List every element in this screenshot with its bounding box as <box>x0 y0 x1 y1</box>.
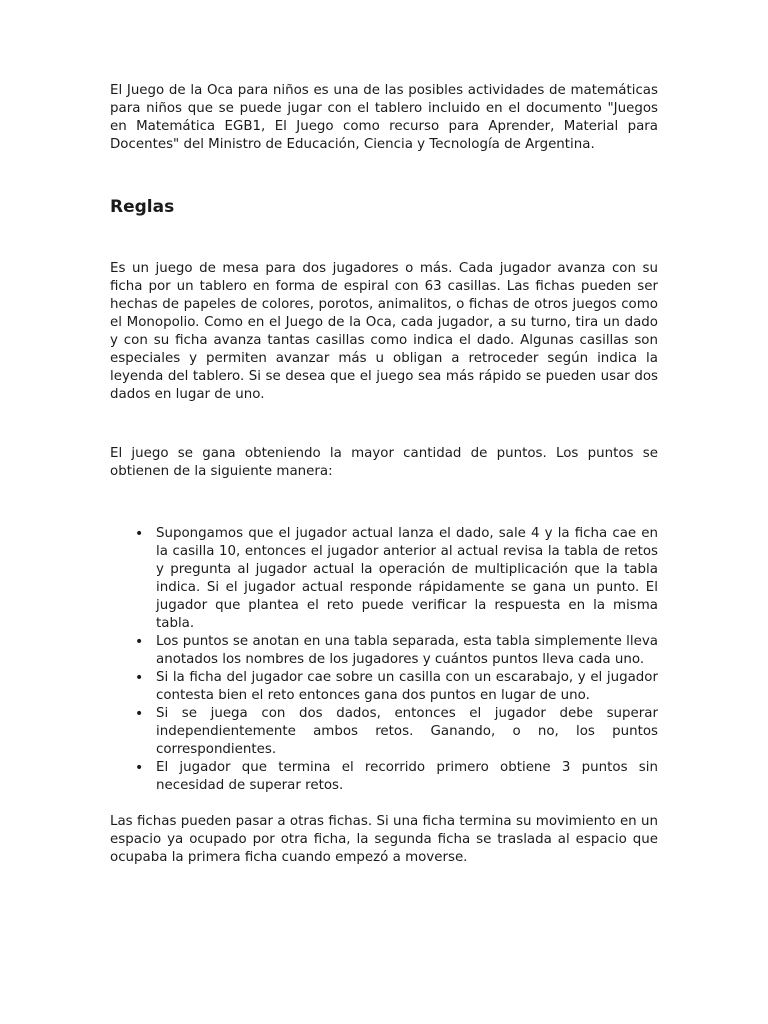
document-page <box>110 82 658 867</box>
rules-paragraph-2: El juego se gana obteniendo la mayor cantidad de puntos. Los puntos se obtienen de la siguiente manera: <box>110 446 658 479</box>
rules-paragraph-1: Es un juego de mesa para dos jugadores o más. Cada jugador avanza con su ficha por un tablero en forma de espiral con 63 casillas. Las fichas pueden ser hechas de papeles de colores, porotos, animalitos, o fichas de otros juegos como el Monopolio. Como en el Juego de la Oca, cada jugador, a su turno, tira un dado y con su ficha avanza tantas casillas como indica el dado. Algunas casillas son especiales y permiten avanzar más u obligan a retroceder según indica la leyenda del tablero. Si se desea que el juego sea más rápido se pueden usar dos dados en lugar de uno. <box>110 261 658 402</box>
list-item-text: Si se juega con dos dados, entonces el jugador debe superar independientemente ambos retos. Ganando, o no, los puntos correspondientes. <box>156 706 658 757</box>
rules-heading: Reglas <box>110 197 175 217</box>
list-item <box>135 669 658 705</box>
list-item <box>135 759 658 795</box>
scoring-list <box>110 525 658 795</box>
closing-paragraph: Las fichas pueden pasar a otras fichas. Si una ficha termina su movimiento en un espacio ya ocupado por otra ficha, la segunda ficha se traslada al espacio que ocupaba la primera ficha cuando empezó a moverse. <box>110 814 658 865</box>
bullet-icon: • <box>135 760 144 776</box>
intro-paragraph: El Juego de la Oca para niños es una de las posibles actividades de matemáticas para niños que se puede jugar con el tablero incluido en el documento "Juegos en Matemática EGB1, El Juego como recurso para Aprender, Material para Docentes" del Ministro de Educación, Ciencia y Tecnología de Argentina. <box>110 83 658 152</box>
bullet-icon: • <box>135 706 144 722</box>
bullet-icon: • <box>135 634 144 650</box>
bullet-icon: • <box>135 670 144 686</box>
bullet-icon: • <box>135 526 144 542</box>
list-item-text: Los puntos se anotan en una tabla separada, esta tabla simplemente lleva anotados los nombres de los jugadores y cuántos puntos lleva cada uno. <box>156 634 658 667</box>
list-item <box>135 525 658 633</box>
list-item-text: El jugador que termina el recorrido primero obtiene 3 puntos sin necesidad de superar retos. <box>156 760 658 793</box>
list-item-text: Supongamos que el jugador actual lanza el dado, sale 4 y la ficha cae en la casilla 10, entonces el jugador anterior al actual revisa la tabla de retos y pregunta al jugador actual la operación de multiplicación que la tabla indica. Si el jugador actual responde rápidamente se gana un punto. El jugador que plantea el reto puede verificar la respuesta en la misma tabla. <box>156 526 658 631</box>
list-item <box>135 633 658 669</box>
list-item-text: Si la ficha del jugador cae sobre un casilla con un escarabajo, y el jugador contesta bien el reto entonces gana dos puntos en lugar de uno. <box>156 670 658 703</box>
list-item <box>135 705 658 759</box>
